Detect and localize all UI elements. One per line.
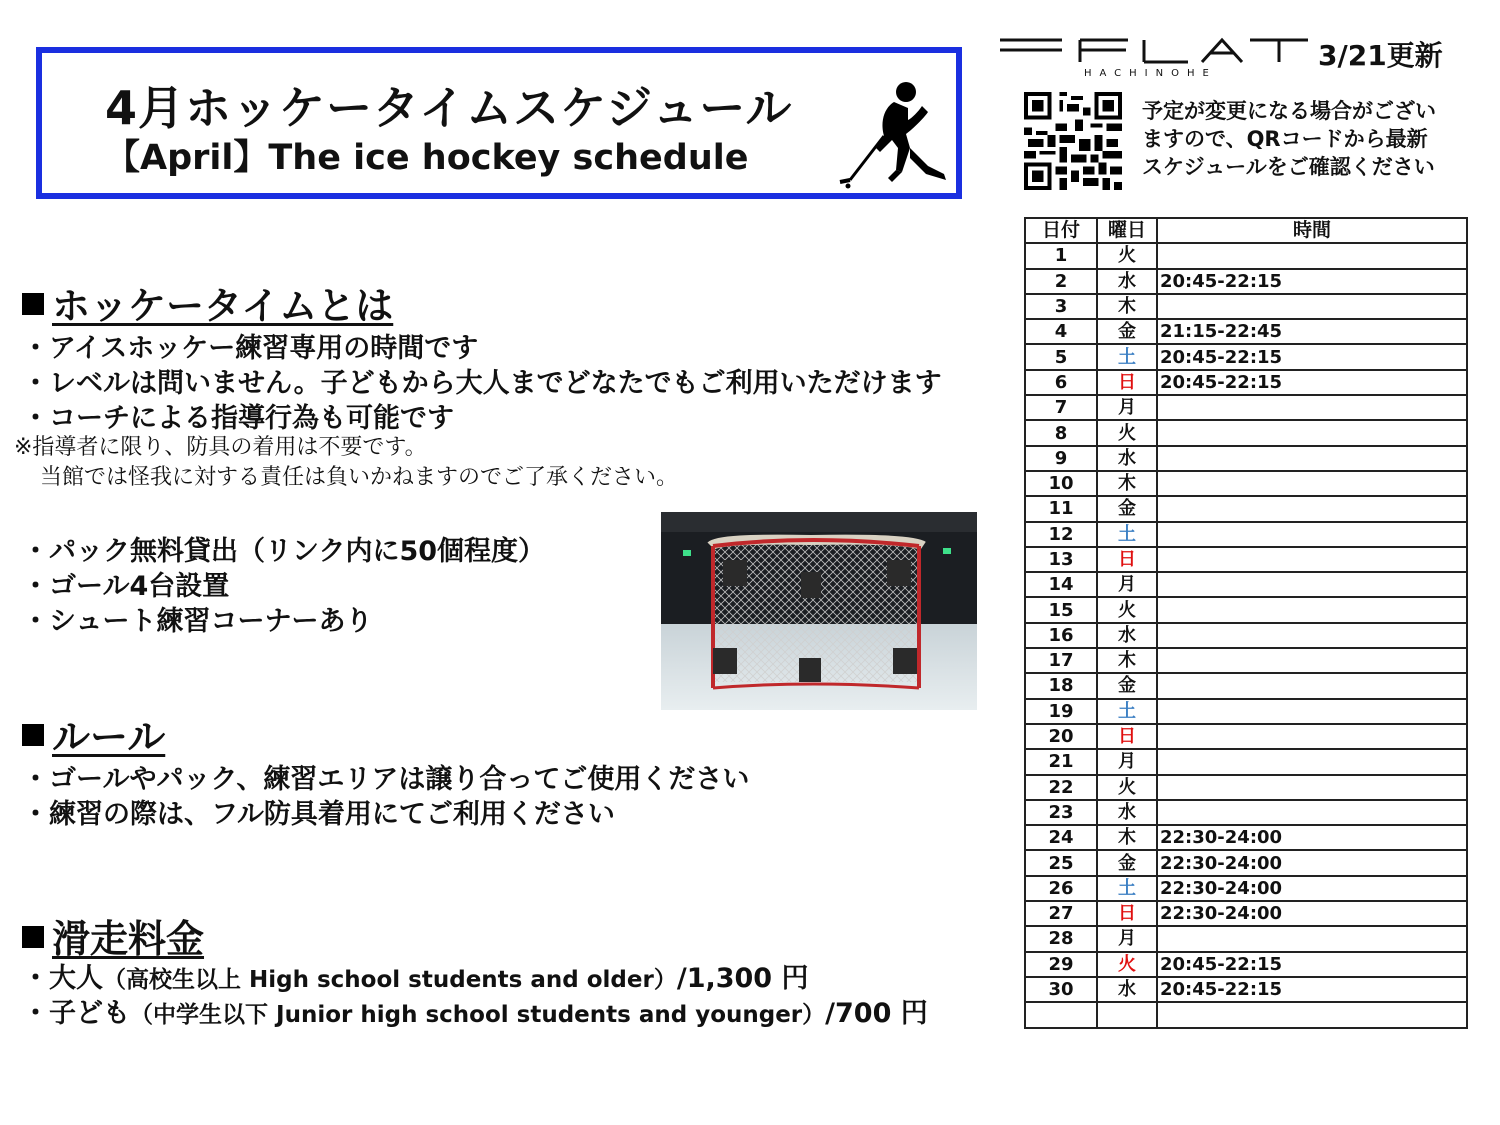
weekday-cell: 水 (1097, 269, 1157, 294)
weekday-cell: 日 (1097, 901, 1157, 926)
section-heading-rules: ルール (22, 706, 165, 761)
table-row (1025, 597, 1467, 622)
time-cell (1157, 446, 1467, 471)
table-row (1025, 673, 1467, 698)
time-cell (1157, 926, 1467, 951)
table-row (1025, 243, 1467, 268)
notice-line: 予定が変更になる場合がござい (1142, 99, 1436, 123)
weekday-cell: 水 (1097, 446, 1157, 471)
table-row (1025, 420, 1467, 445)
time-cell: 20:45-22:15 (1157, 977, 1467, 1002)
update-date: 3/21更新 (1318, 39, 1443, 72)
table-row (1025, 749, 1467, 774)
weekday-cell: 月 (1097, 926, 1157, 951)
about-note: ※指導者に限り、防具の着用は不要です。 (14, 435, 427, 460)
column-header-weekday: 曜日 (1097, 218, 1157, 243)
time-cell (1157, 673, 1467, 698)
time-cell (1157, 294, 1467, 319)
date-cell: 20 (1025, 724, 1097, 749)
table-row (1025, 876, 1467, 901)
weekday-cell: 金 (1097, 850, 1157, 875)
table-row (1025, 901, 1467, 926)
time-cell (1157, 496, 1467, 521)
date-cell: 16 (1025, 623, 1097, 648)
time-cell (1157, 1002, 1467, 1027)
table-row (1025, 623, 1467, 648)
date-cell: 9 (1025, 446, 1097, 471)
weekday-cell: 水 (1097, 977, 1157, 1002)
notice-line: ますので、QRコードから最新 (1142, 127, 1428, 151)
date-cell: 1 (1025, 243, 1097, 268)
time-cell (1157, 572, 1467, 597)
date-cell: 7 (1025, 395, 1097, 420)
time-cell (1157, 522, 1467, 547)
date-cell: 11 (1025, 496, 1097, 521)
table-row (1025, 344, 1467, 369)
time-cell: 22:30-24:00 (1157, 876, 1467, 901)
date-cell: 23 (1025, 800, 1097, 825)
table-row (1025, 395, 1467, 420)
table-row (1025, 800, 1467, 825)
weekday-cell: 金 (1097, 673, 1157, 698)
square-bullet-icon (22, 926, 44, 948)
date-cell: 22 (1025, 775, 1097, 800)
date-cell: 5 (1025, 344, 1097, 369)
facility-item: ・ゴール4台設置 (22, 571, 230, 602)
weekday-cell: 月 (1097, 572, 1157, 597)
table-row (1025, 496, 1467, 521)
time-cell (1157, 775, 1467, 800)
weekday-cell: 木 (1097, 825, 1157, 850)
date-cell: 21 (1025, 749, 1097, 774)
date-cell (1025, 1002, 1097, 1027)
weekday-cell: 日 (1097, 370, 1157, 395)
date-cell: 3 (1025, 294, 1097, 319)
date-cell: 8 (1025, 420, 1097, 445)
schedule-table (1024, 217, 1468, 1029)
time-cell (1157, 648, 1467, 673)
date-cell: 6 (1025, 370, 1097, 395)
table-row (1025, 547, 1467, 572)
time-cell (1157, 471, 1467, 496)
page-title: 4月ホッケータイムスケジュール (105, 81, 793, 135)
rule-item: ・練習の際は、フル防具着用にてご利用ください (22, 799, 615, 830)
table-row (1025, 648, 1467, 673)
weekday-cell: 火 (1097, 597, 1157, 622)
section-heading-fees: 滑走料金 (22, 908, 204, 963)
weekday-cell: 木 (1097, 648, 1157, 673)
date-cell: 10 (1025, 471, 1097, 496)
rule-item: ・ゴールやパック、練習エリアは譲り合ってご使用ください (22, 764, 750, 795)
time-cell: 20:45-22:15 (1157, 269, 1467, 294)
weekday-cell: 火 (1097, 420, 1157, 445)
date-cell: 2 (1025, 269, 1097, 294)
weekday-cell: 火 (1097, 952, 1157, 977)
table-row (1025, 471, 1467, 496)
date-cell: 12 (1025, 522, 1097, 547)
table-row (1025, 294, 1467, 319)
date-cell: 18 (1025, 673, 1097, 698)
time-cell (1157, 724, 1467, 749)
date-cell: 13 (1025, 547, 1097, 572)
weekday-cell: 金 (1097, 319, 1157, 344)
square-bullet-icon (22, 293, 44, 315)
time-cell (1157, 597, 1467, 622)
facility-item: ・シュート練習コーナーあり (22, 606, 373, 637)
hockey-player-icon (836, 78, 960, 196)
table-header-row (1025, 218, 1467, 243)
date-cell: 29 (1025, 952, 1097, 977)
time-cell (1157, 420, 1467, 445)
date-cell: 15 (1025, 597, 1097, 622)
weekday-cell: 土 (1097, 876, 1157, 901)
qr-code-icon[interactable] (1024, 92, 1122, 190)
fee-adult: ・大人（高校生以上 High school students and older）/1,300 円 (22, 963, 809, 994)
table-row (1025, 370, 1467, 395)
change-notice (1142, 97, 1472, 181)
time-cell: 21:15-22:45 (1157, 319, 1467, 344)
weekday-cell: 火 (1097, 243, 1157, 268)
time-cell: 20:45-22:15 (1157, 370, 1467, 395)
table-row (1025, 850, 1467, 875)
table-row (1025, 572, 1467, 597)
column-header-time: 時間 (1157, 218, 1467, 243)
date-cell: 4 (1025, 319, 1097, 344)
table-row (1025, 446, 1467, 471)
date-cell: 28 (1025, 926, 1097, 951)
weekday-cell: 日 (1097, 724, 1157, 749)
weekday-cell: 土 (1097, 522, 1157, 547)
time-cell: 20:45-22:15 (1157, 344, 1467, 369)
weekday-cell: 水 (1097, 800, 1157, 825)
flat-hachinohe-logo (998, 36, 1310, 78)
about-item: ・レベルは問いません。子どもから大人までどなたでもご利用いただけます (22, 368, 942, 399)
table-row (1025, 926, 1467, 951)
date-cell: 30 (1025, 977, 1097, 1002)
time-cell (1157, 547, 1467, 572)
date-cell: 19 (1025, 699, 1097, 724)
about-item: ・アイスホッケー練習専用の時間です (22, 333, 479, 364)
table-row (1025, 319, 1467, 344)
weekday-cell: 日 (1097, 547, 1157, 572)
date-cell: 14 (1025, 572, 1097, 597)
date-cell: 25 (1025, 850, 1097, 875)
logo-subtext: HACHINOHE (1084, 68, 1217, 78)
facility-item: ・パック無料貸出（リンク内に50個程度） (22, 536, 546, 567)
weekday-cell: 月 (1097, 395, 1157, 420)
table-row (1025, 1002, 1467, 1027)
date-cell: 27 (1025, 901, 1097, 926)
fee-child: ・子ども（中学生以下 Junior high school students and younger）/700 円 (22, 998, 928, 1029)
table-row (1025, 724, 1467, 749)
table-row (1025, 269, 1467, 294)
weekday-cell: 火 (1097, 775, 1157, 800)
column-header-date: 日付 (1025, 218, 1097, 243)
time-cell: 22:30-24:00 (1157, 850, 1467, 875)
time-cell: 22:30-24:00 (1157, 901, 1467, 926)
time-cell (1157, 699, 1467, 724)
about-note: 当館では怪我に対する責任は負いかねますのでご了承ください。 (40, 465, 679, 490)
time-cell (1157, 395, 1467, 420)
square-bullet-icon (22, 724, 44, 746)
table-row (1025, 977, 1467, 1002)
time-cell: 22:30-24:00 (1157, 825, 1467, 850)
page-subtitle: 【April】The ice hockey schedule (105, 138, 749, 178)
weekday-cell: 土 (1097, 344, 1157, 369)
date-cell: 17 (1025, 648, 1097, 673)
weekday-cell: 木 (1097, 294, 1157, 319)
date-cell: 24 (1025, 825, 1097, 850)
hockey-goal-photo (661, 512, 977, 710)
section-heading-about: ホッケータイムとは (22, 275, 393, 330)
notice-line: スケジュールをご確認ください (1142, 155, 1435, 179)
table-row (1025, 825, 1467, 850)
time-cell (1157, 800, 1467, 825)
time-cell: 20:45-22:15 (1157, 952, 1467, 977)
weekday-cell: 月 (1097, 749, 1157, 774)
table-row (1025, 522, 1467, 547)
about-item: ・コーチによる指導行為も可能です (22, 403, 454, 434)
time-cell (1157, 623, 1467, 648)
weekday-cell: 金 (1097, 496, 1157, 521)
table-row (1025, 952, 1467, 977)
time-cell (1157, 243, 1467, 268)
table-row (1025, 699, 1467, 724)
weekday-cell: 土 (1097, 699, 1157, 724)
date-cell: 26 (1025, 876, 1097, 901)
weekday-cell: 木 (1097, 471, 1157, 496)
weekday-cell: 水 (1097, 623, 1157, 648)
table-row (1025, 775, 1467, 800)
time-cell (1157, 749, 1467, 774)
weekday-cell (1097, 1002, 1157, 1027)
